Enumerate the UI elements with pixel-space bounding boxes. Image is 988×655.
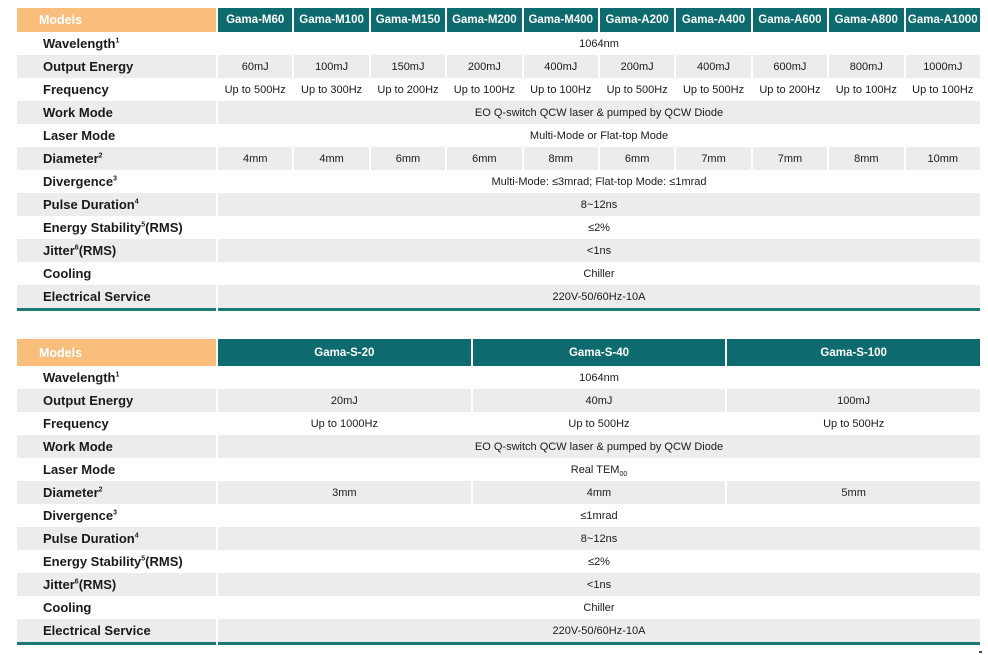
row-label: Diameter$^2$ [17, 147, 216, 170]
row-value: EO Q-switch QCW laser & pumped by QCW Diode [218, 101, 980, 124]
cell: 100mJ [294, 55, 368, 78]
cell: Up to 100Hz [829, 78, 903, 101]
model-header: Gama-A800 [829, 8, 903, 32]
cell: Up to 100Hz [524, 78, 598, 101]
cell: Up to 200Hz [753, 78, 827, 101]
row-label: Work Mode [17, 435, 216, 458]
model-header: Gama-M60 [218, 8, 292, 32]
cell: 3mm [218, 481, 471, 504]
row-label: Jitter$^6$(RMS) [17, 239, 216, 262]
cell: 7mm [753, 147, 827, 170]
row-value: Real $TEM_{00}$ [218, 458, 980, 481]
row-pulse-duration [17, 527, 980, 550]
cell: Up to 500Hz [676, 78, 750, 101]
cell: Up to 200Hz [371, 78, 445, 101]
row-wavelength [17, 32, 980, 55]
row-label: Diameter$^2$ [17, 481, 216, 504]
cell: 8mm [524, 147, 598, 170]
row-divergence [17, 170, 980, 193]
row-label: Jitter$^6$(RMS) [17, 573, 216, 596]
row-value: <1ns [218, 239, 980, 262]
row-cooling [17, 262, 980, 285]
cell: 6mm [371, 147, 445, 170]
row-value: Multi-Mode: ≤3mrad; Flat-top Mode: ≤1mrad [218, 170, 980, 193]
row-laser-mode [17, 124, 980, 147]
cell: Up to 1000Hz [218, 412, 471, 435]
row-output-energy [17, 55, 980, 78]
cell: 4mm [218, 147, 292, 170]
cell: 600mJ [753, 55, 827, 78]
row-work-mode [17, 435, 980, 458]
row-energy-stability [17, 550, 980, 573]
row-label: Wavelength$^1$ [17, 32, 216, 55]
row-wavelength [17, 366, 980, 389]
cell: 6mm [600, 147, 674, 170]
cell: Up to 100Hz [906, 78, 980, 101]
row-value: 8~12ns [218, 193, 980, 216]
cell: 1000mJ [906, 55, 980, 78]
cell: Up to 500Hz [600, 78, 674, 101]
row-value: ≤2% [218, 550, 980, 573]
model-header: Gama-M100 [294, 8, 368, 32]
corner-mark [979, 651, 982, 653]
cell: 4mm [473, 481, 726, 504]
model-header: Gama-S-20 [218, 339, 471, 366]
row-work-mode [17, 101, 980, 124]
row-value: Chiller [218, 596, 980, 619]
cell: 400mJ [524, 55, 598, 78]
row-label: Pulse Duration$^4$ [17, 193, 216, 216]
cell: 40mJ [473, 389, 726, 412]
row-label: Work Mode [17, 101, 216, 124]
row-laser-mode [17, 458, 980, 481]
row-label: Divergence$^3$ [17, 170, 216, 193]
model-header: Gama-A200 [600, 8, 674, 32]
row-value: <1ns [218, 573, 980, 596]
row-value: 220V-50/60Hz-10A [218, 285, 980, 311]
cell: 200mJ [600, 55, 674, 78]
row-diameter [17, 481, 980, 504]
cell: 10mm [906, 147, 980, 170]
cell: 6mm [447, 147, 521, 170]
row-value: 8~12ns [218, 527, 980, 550]
row-label: Output Energy [17, 389, 216, 412]
cell: Up to 500Hz [473, 412, 726, 435]
row-electrical-service [17, 285, 980, 311]
cell: 7mm [676, 147, 750, 170]
row-label: Cooling [17, 596, 216, 619]
row-jitter [17, 573, 980, 596]
row-label: Energy Stability$^5$(RMS) [17, 550, 216, 573]
cell: 8mm [829, 147, 903, 170]
row-jitter [17, 239, 980, 262]
model-header: Gama-S-40 [473, 339, 726, 366]
cell: Up to 500Hz [218, 78, 292, 101]
model-header: Gama-A600 [753, 8, 827, 32]
model-header: Gama-M150 [371, 8, 445, 32]
row-pulse-duration [17, 193, 980, 216]
row-label: Laser Mode [17, 458, 216, 481]
row-value: 1064nm [218, 32, 980, 55]
cell: 800mJ [829, 55, 903, 78]
row-value: 1064nm [218, 366, 980, 389]
row-value: 220V-50/60Hz-10A [218, 619, 980, 645]
row-label: Divergence$^3$ [17, 504, 216, 527]
row-diameter [17, 147, 980, 170]
laser-spec-table-gama-s [15, 339, 982, 645]
row-value: EO Q-switch QCW laser & pumped by QCW Diode [218, 435, 980, 458]
cell: Up to 100Hz [447, 78, 521, 101]
row-label: Output Energy [17, 55, 216, 78]
row-value: ≤1mrad [218, 504, 980, 527]
cell: 200mJ [447, 55, 521, 78]
model-header: Gama-M400 [524, 8, 598, 32]
cell: 5mm [727, 481, 980, 504]
row-label: Electrical Service [17, 285, 216, 311]
model-header: Gama-A1000 [906, 8, 980, 32]
row-label: Laser Mode [17, 124, 216, 147]
models-header: Models [17, 8, 216, 32]
row-label: Energy Stability$^5$(RMS) [17, 216, 216, 239]
row-label: Frequency [17, 78, 216, 101]
row-value: Multi-Mode or Flat-top Mode [218, 124, 980, 147]
row-label: Cooling [17, 262, 216, 285]
row-label: Pulse Duration$^4$ [17, 527, 216, 550]
row-divergence [17, 504, 980, 527]
cell: 60mJ [218, 55, 292, 78]
cell: Up to 500Hz [727, 412, 980, 435]
row-label: Electrical Service [17, 619, 216, 645]
cell: 150mJ [371, 55, 445, 78]
row-value: ≤2% [218, 216, 980, 239]
cell: 20mJ [218, 389, 471, 412]
table-header-row [17, 339, 980, 366]
row-energy-stability [17, 216, 980, 239]
cell: 400mJ [676, 55, 750, 78]
cell: Up to 300Hz [294, 78, 368, 101]
row-cooling [17, 596, 980, 619]
model-header: Gama-S-100 [727, 339, 980, 366]
model-header: Gama-M200 [447, 8, 521, 32]
models-header: Models [17, 339, 216, 366]
model-header: Gama-A400 [676, 8, 750, 32]
table-header-row [17, 8, 980, 32]
cell: 4mm [294, 147, 368, 170]
row-output-energy [17, 389, 980, 412]
row-value: Chiller [218, 262, 980, 285]
row-label: Frequency [17, 412, 216, 435]
cell: 100mJ [727, 389, 980, 412]
row-label: Wavelength$^1$ [17, 366, 216, 389]
row-electrical-service [17, 619, 980, 645]
laser-spec-table-gama-m-a [15, 8, 982, 311]
row-frequency [17, 412, 980, 435]
row-frequency [17, 78, 980, 101]
